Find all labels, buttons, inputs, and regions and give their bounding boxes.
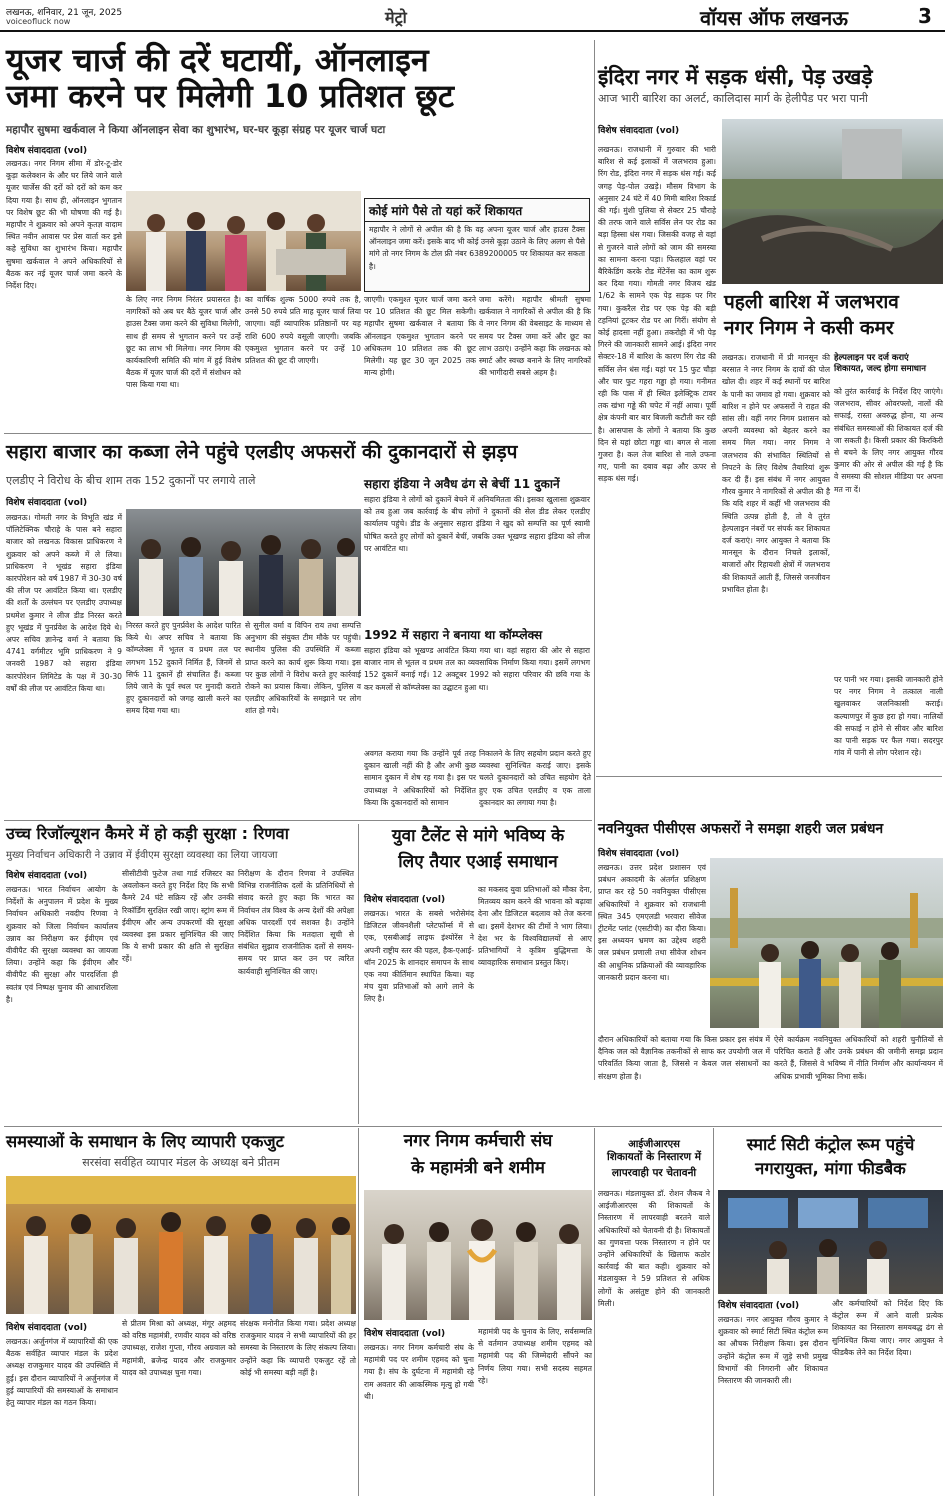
story1-photo-figures <box>126 191 361 291</box>
story1-byline: विशेष संवाददाता (vol) <box>6 146 88 156</box>
story4-kicker2-text: सहारा इंडिया को भूखण्ड आवंटित किया गया था। वहां सहारा की ओर से सहारा बाजार नाम से भूतल व प्रथम तल का व्यवसायिक निर्माण किया गया। इसमें लगभग 152 दुकानें बनाई गईं। 12 अक्टूबर 1992 को सहारा परिवार की छवि गया के कर कमलों से कॉम्प्लेक्स का उद्घाटन हुआ था। <box>364 646 590 692</box>
story3-body-right: को तुरंत कार्रवाई के निर्देश दिए जाएंगे। जलभराव, सीवर ओवरफ्लो, नालों की सफाई, रास्ता अवरुद्ध होना, या अन्य संबंधित समस्याओं की शिकायत दर्ज की जा सकती है। किसी प्रकार की किरकिरी से बचने के लिए नगर आयुक्त गौरव कुमार की ओर से अपील की गई है कि वे समस्या की सोशल मीडिया पर अपना मत ना दें। <box>834 387 943 494</box>
story-divider <box>4 433 592 434</box>
story4-body-col4: अवगत कराया गया कि उन्होंने पूर्व तरह दुकान खाली नहीं की है और अभी कुछ सामान दुकान में शेष रह गया है। इस पर उपाध्यक्ष ने अधिकारियों को निर्देशित किया कि दुकानदारों को सामान <box>364 749 476 807</box>
story1-body-col1: लखनऊ। नगर निगम सीमा में डोर-टू-डोर कूड़ा कलेक्शन के और घर लिये जाने वाले यूजर चार्जेस की दरों को दरों को कम कर दिया गया है। साथ ही, ऑनलाइन भुगतान पर विशेष छूट की भी घोषणा की गई है। महापौर ने शुक्रवार को अपने कृतज्ञ वादाम स्थित नवीन आवास पर प्रेस वार्ता कर इसे कहे सुविधा का शुभारंभ किया। महापौर सुषमा खर्कवाल ने अपने अधिकारियों से बैठक कर नई यूजर चार्ज जमा करने के निर्देश दिए। <box>6 159 122 291</box>
story4-kicker1-text: सहारा इंडिया ने लोगों को दुकानें बेचने में अनियमितता की। इसका खुलासा शुक्रवार को तब हुआ जब कार्रवाई के बीच लोगों ने दुकानों की सेल डीड लेकर एलडीए कार्यालय पहुंचे। डीड के अनुसार सहारा इंडिया ने खुद को सम्पत्ति का पूर्ण स्वामी घोषित करते हुए लोगों को दुकानें बेचीं, जबकि उक्त भूखण्ड सहारा इंडिया को लीज पर आवंटित था। <box>364 495 590 553</box>
story5-byline: विशेष संवाददाता (vol) <box>6 871 88 881</box>
story8-body-col3: संरक्षक मनोनीत किया गया। प्रदेश अध्यक्ष राजकुमार यादव ने सभी व्यापारियों की हर समस्या के निस्तारण के लिए संकल्प लिया। उन्होंने कहा कि व्यापारी एकजुट रहें तो कोई भी समस्या बड़ी नहीं है। <box>240 1319 356 1377</box>
column-divider <box>358 1128 359 1496</box>
story5-headline: उच्च रिजॉल्यूशन कैमरे में हो कड़ी सुरक्षा : रिणवा <box>6 824 289 843</box>
story7-byline: विशेष संवाददाता (vol) <box>598 849 680 859</box>
story1-headline-line1: यूजर चार्ज की दरें घटायीं, ऑनलाइन <box>6 41 429 79</box>
story9-body-col2: महामंत्री पद के चुनाव के लिए, सर्वसम्मति से वर्तमान उपाध्यक्ष शमीम एहमद को महामंत्री पद की जिम्मेदारी सौंपने का निर्णय लिया गया। सभी सदस्य सहमत रहे। <box>478 1327 592 1385</box>
story1-headline-line2: जमा करने पर मिलेगी 10 प्रतिशत छूट <box>6 77 454 115</box>
story3-body-bottom: पर पानी भर गया। इसकी जानकारी होने पर नगर निगम ने तत्काल नाली खुलवाकर जलनिकासी कराई। कल्याणपुर में कुछ हरा हो गया। नालियों की सफाई न होने से सीवर और बारिश का पानी सड़क पर फैल गया। सदरपुर गांव में पानी से लोग परेशान रहे। <box>834 675 943 758</box>
story9-photo-figures <box>364 1190 592 1320</box>
masthead-website[interactable]: voiceofluck now <box>6 17 71 26</box>
story1-photo-mayor-launch <box>126 191 361 291</box>
story6-body-col1: लखनऊ। भारत के सबसे भरोसेमंद डिजिटल जीवनशैली प्लेटफॉर्म्स में से एक, एसबीआई लाइफ इंश्योरेंस ने अपनी राष्ट्रीय स्तर की पहल, हैक-एआई-थॉन 2025 के शानदार समापन के साथ एक नया कीर्तिमान स्थापित किया। यह मंच युवा प्रतिभाओं को आगे लाने के लिए है। <box>364 909 474 1004</box>
story9-photo-union <box>364 1190 592 1320</box>
story10-headline-line2: लापरवाही पर चेतावनी <box>611 1167 697 1179</box>
story4-headline: सहारा बाजार का कब्जा लेने पहुंचे एलडीए अफसरों की दुकानदारों से झड़प <box>6 441 518 463</box>
story1-body-col2: के लिए नगर निगम निरंतर प्रयासरत है। नागरिकों को अब घर बैठे यूजर चार्ज और हाउस टैक्स जमा करने की सुविधा मिलेगी, साथ ही समय से भुगतान करने पर उन्हें छूट का लाभ भी मिलेगा। नगर निगम की कार्यकारिणी समिति की मांग में हुई विशेष बैठक में यूजर चार्ज की दरों में संशोधन को पास किया गया था। <box>126 295 241 390</box>
story5-body-col3: निरीक्षण के दौरान रिणवा ने उपस्थित विभिन्न राजनीतिक दलों के प्रतिनिधियों से संवाद करते हुए कहा कि भारत का निर्वाचन तंत्र विश्व के अन्य देशों की अपेक्षा अधिक पारदर्शी एवं सशक्त है। उन्होंने निर्देशित किया कि मतदाता सूची से संबंधित सुझाव राजनीतिक दलों से समय-समय पर प्राप्त कर उन पर त्वरित कार्यवाही सुनिश्चित की जाए। <box>238 869 354 976</box>
story1-body-col4: जाएगी। एकमुश्त यूजर चार्ज जमा करने पर 10 प्रतिशत की छूट मिल सकेगी। महापौर सुषमा खर्कवाल ने बताया कि ऑनलाइन एकमुश्त भुगतान करने पर अधिकतम 10 प्रतिशत तक की छूट मिलेगी। यह छूट 30 जून 2025 तक मान्य होगी। <box>364 295 476 378</box>
story10-headline-line1: शिकायतों के निस्तारण में <box>607 1151 701 1163</box>
column-divider <box>594 40 595 1080</box>
story9-byline: विशेष संवाददाता (vol) <box>364 1329 446 1339</box>
story1-body-col5: जमा करेंगे। महापौर श्रीमती सुषमा खर्कवाल ने नागरिकों से अपील की है कि वे नगर निगम की वेबसाइट के माध्यम से समय पर टैक्स जमा करें और छूट का लाभ उठाएं। उन्होंने कहा कि लखनऊ को स्मार्ट और स्वच्छ बनाने के लिए नागरिकों की भागीदारी सबसे अहम है। <box>479 295 591 378</box>
story11-body-col2: और कर्मचारियों को निर्देश दिए कि कंट्रोल रूम में आने वाली प्रत्येक शिकायत का निस्तारण समयबद्ध ढंग से सुनिश्चित किया जाए। नगर आयुक्त ने फीडबैक लेने का निर्देश दिया। <box>832 1299 943 1357</box>
story4-kicker1: सहारा इंडिया ने अवैध ढंग से बेचीं 11 दुकानें <box>364 477 560 491</box>
story2-photo-scene <box>722 119 943 284</box>
story6-headline-line1: युवा टैलेंट से मांगे भविष्य के <box>391 826 565 846</box>
story7-body: लखनऊ। उत्तर प्रदेश प्रशासन एवं प्रबंधन अकादमी के अंतर्गत प्रशिक्षण प्राप्त कर रहे 50 नवनियुक्त पीसीएस अधिकारियों ने शुक्रवार को राजधानी स्थित 345 एमएलडी भरवारा सीवेज ट्रीटमेंट प्लांट (एसटीपी) का दौरा किया। इस अध्ययन भ्रमण का उद्देश्य शहरी जल प्रबंधन प्रणाली तथा सीवेज शोधन की आधुनिक प्रक्रियाओं की व्यावहारिक जानकारी प्रदान करना था। <box>598 863 706 982</box>
story8-headline: समस्याओं के समाधान के लिए व्यापारी एकजुट <box>6 1132 284 1151</box>
story9-body-col1: लखनऊ। नगर निगम कर्मचारी संघ के महामंत्री पद पर शमीम एहमद को चुना गया है। संघ के दुर्घटना में महामंत्री रहे राम अवतार की आकस्मिक मृत्यु हो गयी थी। <box>364 1343 474 1401</box>
story4-byline: विशेष संवाददाता (vol) <box>6 498 88 508</box>
story8-photo-figures <box>6 1176 356 1314</box>
masthead-date: लखनऊ, शनिवार, 21 जून, 2025 <box>6 8 123 18</box>
story4-body-col2: निरस्त करते हुए पुनर्प्रवेश के आदेश पारित किये थे। अपर सचिव ने बताया कि कॉम्प्लेक्स में भूतल व प्रथम तल पर लगभग 152 दुकानें निर्मित हैं, जिनमें से सिर्फ 11 दुकानें ही संचालित हैं। कब्जा लिये जाने के पूर्व स्थल पर मुनादी कराते हुए दुकानदारों को जगह खाली करने का समय दिया गया था। <box>126 621 241 716</box>
column-divider <box>594 1128 595 1496</box>
story3-helpline-kicker <box>834 352 943 385</box>
complaint-box-title: कोई मांगे पैसे तो यहां करें शिकायत <box>365 199 589 222</box>
section-name: मेट्रो <box>385 8 407 27</box>
story6-byline: विशेष संवाददाता (vol) <box>364 895 446 905</box>
story-divider <box>596 776 942 777</box>
story5-subhead: मुख्य निर्वाचन अधिकारी ने उन्नाव में ईवीएम सुरक्षा व्यवस्था का लिया जायजा <box>6 850 278 861</box>
story11-body-col1: लखनऊ। नगर आयुक्त गौरव कुमार ने शुक्रवार को स्मार्ट सिटी स्थित कंट्रोल रूम का औचक निरीक्षण किया। इस दौरान उन्होंने कंट्रोल रूम में जुड़े सभी प्रमुख विभागों की निगरानी और शिकायत निस्तारण की जानकारी ली। <box>718 1315 828 1386</box>
page-number: 3 <box>918 4 932 28</box>
story4-kicker2: 1992 में सहारा ने बनाया था कॉम्प्लेक्स <box>364 628 543 642</box>
story8-body-col1: लखनऊ। अर्जुनगंज में व्यापारियों की एक बैठक सर्वहित व्यापार मंडल के प्रदेश अध्यक्ष राजकुमार यादव की उपस्थिति में हुई। इस दौरान व्यापारियों ने अर्जुनगंज में हुई व्यापारियों की समस्याओं के समाधान हेतु व्यापार मंडल का गठन किया। <box>6 1337 118 1408</box>
story4-body-col5: निकालने के लिए सहयोग प्रदान करते हुए व्यवस्था सुनिश्चित कराई जाए। इसके चलते दुकानदारों को उचित सहयोग देते हुए एक उचित एलडीए व एक ताला दुकानदार का लगाया गया है। <box>479 749 591 807</box>
story7-headline: नवनियुक्त पीसीएस अफसरों ने समझा शहरी जल प्रबंधन <box>598 821 884 837</box>
story11-byline: विशेष संवाददाता (vol) <box>718 1301 800 1311</box>
story3-headline-line1: पहली बारिश में जलभराव <box>724 291 899 313</box>
story3-body-left: लखनऊ। राजधानी में प्री मानसून की बरसात ने नगर निगम के दावों की पोल खोल दी। शहर में कई स्थानों पर बारिश के पानी का जमाव हो गया। शुक्रवार को बारिश न होने पर अफसरों ने राहत की सांस ली। वहीं नगर निगम प्रशासन को अपनी व्यवस्था को बेहतर करने का समय मिल गया। नगर निगम ने जलभराव की संभावित स्थितियों से निपटने के लिए विशेष तैयारियां शुरू कर दी हैं। इस संबंध में नगर आयुक्त गौरव कुमार ने नागरिकों से अपील की है कि यदि शहर में कहीं भी जलभराव की स्थिति उत्पन्न होती है, तो वे तुरंत हेल्पलाइन नंबरों पर संपर्क कर शिकायत दर्ज कराएं। नगर आयुक्त ने बताया कि मानसून के दौरान निचले इलाकों, बाजारों और रिहायशी क्षेत्रों में जलभराव की शिकायतें आती हैं, जिससे जनजीवन प्रभावित होता है। <box>722 353 830 594</box>
story8-body-col2: से प्रीतम मिश्रा को अध्यक्ष, मंगूर अहमद को वरिष्ठ महामंत्री, रणवीर यादव को वरिष्ठ उपाध्यक्ष, राजेश गुप्ता, गौरव अग्रवाल को महामंत्री, ब्रजेन्द्र यादव और राजकुमार यादव को उपाध्यक्ष चुना गया। <box>122 1319 236 1377</box>
story11-photo-scene <box>718 1190 943 1294</box>
story6-body-col2: का मकसद युवा प्रतिभाओं को मौका देना, मितव्यय काम करने की भावना को बढ़ावा देना और डिजिटल बदलाव को तेज करना था। इसमें देशभर की टीमों ने भाग लिया। देश भर के विश्वविद्यालयों से आए प्रतिभागियों ने कृत्रिम बुद्धिमत्ता के व्यावहारिक समाधान प्रस्तुत किए। <box>478 885 592 968</box>
story-divider <box>4 1126 942 1127</box>
story2-subhead: आज भारी बारिश का अलर्ट, कालिदास मार्ग के हेलीपैड पर भरा पानी <box>598 92 868 105</box>
story4-body-col3: से सुनील वर्मा व विपिन राय तथा सम्पत्ति अनुभाग की संयुक्त टीम मौके पर पहुंची। स्थानीय पुलिस की उपस्थिति में कब्जा प्राप्त करने का कार्य शुरू किया गया। इस पर कुछ लोगों ने विरोध करते हुए कार्रवाई रोकने का प्रयास किया। लेकिन, पुलिस व एलडीए अधिकारियों के समझाने पर लोग शांत हो गये। <box>245 621 361 716</box>
story11-headline-line2: नगरायुक्त, मांगा फीडबैक <box>755 1159 906 1178</box>
story4-photo-crowd <box>126 509 361 616</box>
story8-byline: विशेष संवाददाता (vol) <box>6 1323 88 1333</box>
complaint-box <box>364 198 590 292</box>
story7-photo-stp-visit <box>710 858 943 1028</box>
story11-headline-line1: स्मार्ट सिटी कंट्रोल रूम पहुंचे <box>746 1135 915 1154</box>
story1-body-col3: का वार्षिक शुल्क 5000 रुपये तक है, उनसे 50 रुपये प्रति माह यूजर चार्ज लिया जाएगा। वहीं व्यापारिक प्रतिष्ठानों पर यह राशि 600 रुपये वसूली जाएगी। जबकि एकमुश्त भुगतान करने पर उन्हें 10 प्रतिशत की छूट दी जाएगी। <box>245 295 361 366</box>
story1-subhead: महापौर सुषमा खर्कवाल ने किया ऑनलाइन सेवा का शुभारंभ, घर-घर कूड़ा संग्रह पर यूजर चार्ज घटा <box>6 124 386 136</box>
column-divider <box>358 824 359 1124</box>
story3-headline-line2: नगर निगम ने कसी कमर <box>724 317 894 339</box>
story5-body-col1: लखनऊ। भारत निर्वाचन आयोग के निर्देशों के अनुपालन में प्रदेश के मुख्य निर्वाचन अधिकारी नवदीप रिणवा ने शुक्रवार को जिला निर्वाचन कार्यालय उन्नाव का निरीक्षण कर ईवीएम एवं वीवीपैट की सुरक्षा व्यवस्था का जायजा लिया। उन्होंने कहा कि ईवीएम और वीवीपैट की सुरक्षा और पारदर्शिता ही स्वतंत्र एवं निष्पक्ष चुनाव की आधारशिला है। <box>6 885 118 1004</box>
story4-subhead: एलडीए ने विरोध के बीच शाम तक 152 दुकानों पर लगाये ताले <box>6 474 256 487</box>
newspaper-brand: वॉयस ऑफ लखनऊ <box>700 6 848 30</box>
masthead-rule <box>0 30 945 32</box>
story7-body-bottom: दौरान अधिकारियों को बताया गया कि किस प्रकार इस संयंत्र में दैनिक जल को वैज्ञानिक तकनीकों से साफ कर उपयोगी जल में परिवर्तित किया जाता है, जिससे न केवल जल संसाधनों का संरक्षण होता है। <box>598 1035 770 1081</box>
story-divider <box>4 820 592 821</box>
story4-body-col1: लखनऊ। गोमती नगर के विभूति खंड में पॉलिटेक्निक चौराहे के पास बने सहारा बाजार को लखनऊ विकास प्राधिकरण ने शुक्रवार को अपने कब्जे में ले लिया। प्राधिकरण ने भूखंड सहारा इंडिया कारपोरेशन को वर्ष 1987 में 30-30 वर्ष की लीज पर आवंटित किया था। एलडीए की शर्तों के उल्लंघन पर एलडीए उपाध्यक्ष प्रथमेश कुमार ने लीज डीड निरस्त करते हुए भूखंड में पुनर्प्रवेश के आदेश दिये थे। अपर सचिव ज्ञानेन्द्र वर्मा ने बताया कि 4741 वर्गमीटर भूमि प्राधिकरण ने 9 जनवरी 1987 को सहारा इंडिया कारपोरेशन लिमिटेड के पक्ष में 30-30 वर्षों की लीज पर आवंटित किया था। <box>6 513 122 693</box>
story10-body: लखनऊ। मंडलायुक्त डॉ. रोशन जैकब ने आईजीआरएस की शिकायतों के निस्तारण में लापरवाही बरतने वाले अधिकारियों को चेतावनी दी है। शिकायतों का गुणवत्ता परक निस्तारण न होने पर उन्होंने अधिकारियों के खिलाफ कठोर कार्रवाई की बात कही। शुक्रवार को मंडलायुक्त ने 59 प्रतिशत से अधिक लोगों के असंतुष्ट होने की जानकारी मिली। <box>598 1189 710 1308</box>
story9-headline-line2: के महामंत्री बने शमीम <box>411 1158 545 1178</box>
story5-body-col2: सीसीटीवी फुटेज तथा गार्ड रजिस्टर का अवलोकन करते हुए निर्देश दिए कि सभी कैमरे 24 घंटे सक्रिय रहें और उनकी रिकॉर्डिंग सुरक्षित रखी जाए। स्ट्रांग रूम में ईवीएम और अन्य उपकरणों की सुरक्षा व्यवस्था इस प्रकार सुनिश्चित की जाए कि ये सभी प्रकार की क्षति से सुरक्षित रहें। <box>122 869 234 964</box>
story2-headline: इंदिरा नगर में सड़क धंसी, पेड़ उखड़े <box>598 65 873 89</box>
story6-headline-line2: लिए तैयार एआई समाधान <box>398 852 558 872</box>
story3-kicker-line1: हेल्पलाइन पर दर्ज कराएं <box>834 353 909 363</box>
story9-headline-line1: नगर निगम कर्मचारी संघ <box>403 1131 553 1151</box>
story8-subhead: सरसंवा सर्वहित व्यापार मंडल के अध्यक्ष बने प्रीतम <box>82 1156 280 1169</box>
story8-photo-traders <box>6 1176 356 1314</box>
column-divider <box>713 1128 714 1496</box>
story7-body-bottom-right: ऐसे कार्यक्रम नवनियुक्त अधिकारियों को शहरी चुनौतियों से परिचित कराते हैं और उनके प्रबंधन की जमीनी समझ प्रदान करते हैं, जिससे वे भविष्य में नीति निर्माण और कार्यान्वयन में अधिक प्रभावी भूमिका निभा सकें। <box>774 1035 943 1081</box>
story10-kicker: आईजीआरएस <box>628 1139 680 1150</box>
complaint-box-text: महापौर ने लोगों से अपील की है कि वह अपना यूजर चार्ज और हाउस टैक्स ऑनलाइन जमा करें। इसके बाद भी कोई उनसे कूड़ा उठाने के लिए अलग से पैसे मांगे तो नगर निगम के टोल फ्री नंबर 6389200005 पर शिकायत कर सकता है। <box>369 225 585 271</box>
story3-kicker-line2: शिकायत, जल्द होगा समाधान <box>834 364 926 374</box>
story2-byline: विशेष संवाददाता (vol) <box>598 126 680 136</box>
story7-photo-scene <box>710 858 943 1028</box>
story11-photo-control-room <box>718 1190 943 1294</box>
story2-photo-road-collapse <box>722 119 943 284</box>
story2-body: लखनऊ। राजधानी में गुरुवार की भारी बारिश से कई इलाकों में जलभराव हुआ। रिंग रोड, इंदिरा नगर में सड़क धंस गई। कई जगह पेड़-पोल उखड़े। मौसम विभाग के अनुसार 24 घंटे में 40 मिमी बारिश रिकार्ड की गई। मुंशी पुलिया से सेक्टर 25 चौराहे की तरफ जाने वाले सर्विस लेन पर रोड का बड़ा हिस्सा धंस गया। जिसकी वजह से वहां से गुजरने वाले लोगों को जाम की समस्या का सामना करना पड़ा। फिलहाल वहां पर बैरिकेडिंग करके रोड मेंटेनेंस का काम शुरू कर दिया गया। गोमती नगर विजय खंड 1/62 के सामने एक पेड़ सड़क पर गिर गया। कुकरैल रोड पर एक पेड़ की बड़ी टहनियां टूटकर रोड पर आ गिरीं। संयोग से कोई हादसा नहीं हुआ। तकरोही में भी पेड़ गिरने की जानकारी सामने आई। इंदिरा नगर सेक्टर-18 में बारिश के कारण रिंग रोड की सर्विस लेन धंस गई। यहां पर 15 फुट चौड़ा और चार फुट गहरा गड्ढा हो गया। गनीमत रही कि पास में ही स्थित इलेक्ट्रिक टावर तक खंभा गड्ढे की चपेट में नहीं आया। पूर्वी क्षेत्र कंपनी बार बार बिजली कटौती कर रही है। आसपास के लोगों ने बताया कि कुछ दिन से यहां छोटा गड्ढा था। बगल से नाला गुजरा है। कल तेज बारिश से नाले उफना गए, पानी का दबाव बढ़ा और ऊपर से सड़क धंस गई। <box>598 145 716 484</box>
story4-photo-figures <box>126 509 361 616</box>
